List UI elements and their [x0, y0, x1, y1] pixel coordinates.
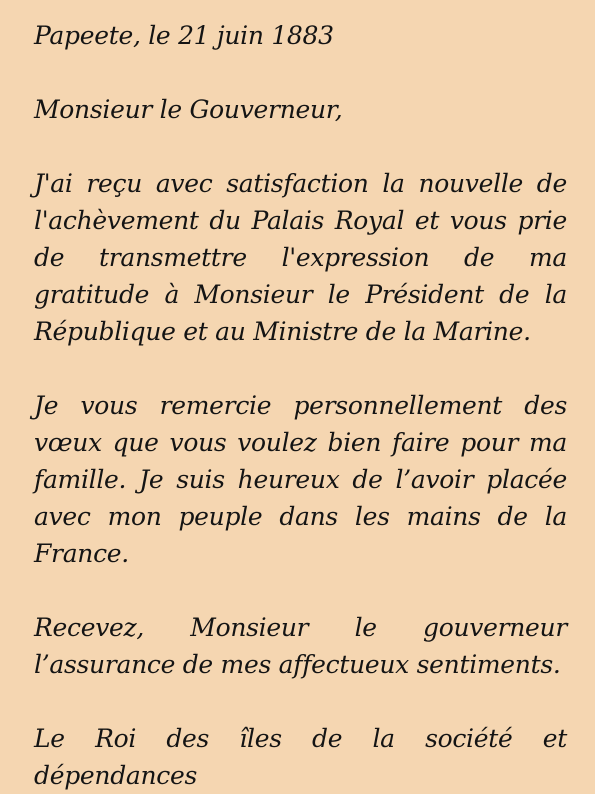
closing-line-2: l’assurance de mes affectueux sentiments.: [34, 650, 561, 679]
salutation: Monsieur le Gouverneur,: [34, 95, 343, 124]
place-and-date: Papeete, le 21 juin 1883: [34, 21, 334, 50]
closing-paragraph: [34, 609, 567, 683]
body-paragraph-1: J'ai reçu avec satisfaction la nouvelle de l'achèvement du Palais Royal et vous prie de transmettre l'expression de ma gratitude à Monsieur le Président de la République et au Ministre de la Marine.: [34, 169, 567, 346]
closing-line-1: Recevez, Monsieur le gouverneur: [34, 613, 567, 642]
body-paragraph-2: Je vous remercie personnellement des vœux que vous voulez bien faire pour ma famille. Je suis heureux de l’avoir placée avec mon peuple dans les mains de la France.: [34, 391, 567, 568]
signature: Le Roi des îles de la société et dépendances: [34, 724, 567, 790]
